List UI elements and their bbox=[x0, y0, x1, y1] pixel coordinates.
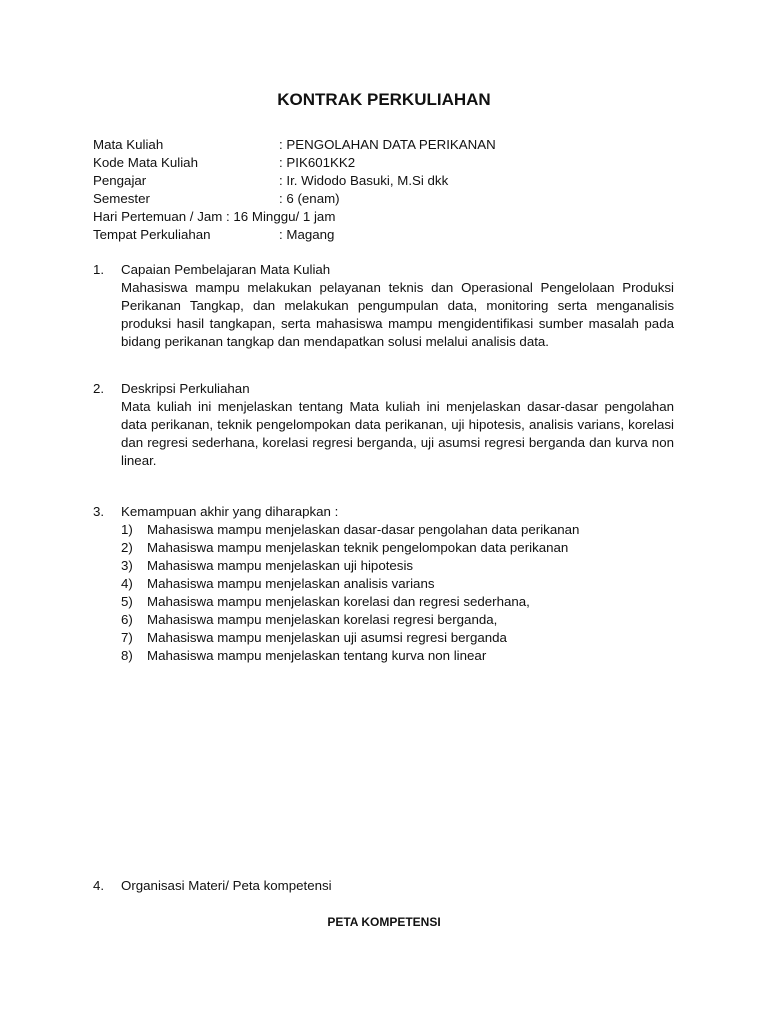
list-item-text: Mahasiswa mampu menjelaskan uji hipotesis bbox=[147, 558, 414, 573]
info-value: : 6 (enam) bbox=[279, 191, 340, 206]
section-body: Mata kuliah ini menjelaskan tentang Mata kuliah ini menjelaskan dasar-dasar pengolahan data perikanan, teknik pengelompokan data perikanan, uji hipotesis, analisis varians, korelasi dan regresi sederhana, korelasi regresi berganda, uji asumsi regresi berganda dan kurva non linear. bbox=[121, 399, 674, 468]
section-heading: Kemampuan akhir yang diharapkan : bbox=[121, 504, 339, 519]
competency-map-title: PETA KOMPETENSI bbox=[327, 915, 441, 929]
section-heading: Deskripsi Perkuliahan bbox=[121, 381, 250, 396]
list-item-number: 2) bbox=[121, 540, 133, 555]
list-item-number: 6) bbox=[121, 612, 133, 627]
info-value: : PIK601KK2 bbox=[279, 155, 356, 170]
section-body: Mahasiswa mampu melakukan pelayanan teknis dan Operasional Pengelolaan Produksi Perikanan Tangkap, dan melakukan pengumpulan data, monitoring serta menganalisis produksi hasil tangkapan, serta mahasiswa mampu mengidentifikasi sumber masalah pada bidang perikanan tangkap dan mendapatkan solusi melalui analisis data. bbox=[121, 280, 674, 349]
info-key: Pengajar bbox=[93, 173, 147, 188]
list-item-number: 5) bbox=[121, 594, 133, 609]
info-value: : PENGOLAHAN DATA PERIKANAN bbox=[279, 137, 496, 152]
list-item-number: 3) bbox=[121, 558, 133, 573]
section-heading: Organisasi Materi/ Peta kompetensi bbox=[121, 878, 332, 893]
document-title: KONTRAK PERKULIAHAN bbox=[277, 90, 491, 109]
info-key: Mata Kuliah bbox=[93, 137, 164, 152]
list-item-number: 4) bbox=[121, 576, 133, 591]
section-number: 4. bbox=[93, 878, 105, 893]
section-number: 3. bbox=[93, 504, 105, 519]
list-item-text: Mahasiswa mampu menjelaskan teknik pengelompokan data perikanan bbox=[147, 540, 569, 555]
info-key: Hari Pertemuan / Jam : 16 Minggu/ 1 jam bbox=[93, 209, 336, 224]
list-item-text: Mahasiswa mampu menjelaskan analisis varians bbox=[147, 576, 435, 591]
list-item-text: Mahasiswa mampu menjelaskan uji asumsi regresi berganda bbox=[147, 630, 507, 645]
list-item-text: Mahasiswa mampu menjelaskan tentang kurva non linear bbox=[147, 648, 487, 663]
list-item-number: 8) bbox=[121, 648, 133, 663]
info-key: Kode Mata Kuliah bbox=[93, 155, 198, 170]
section-number: 2. bbox=[93, 381, 105, 396]
list-item-number: 1) bbox=[121, 522, 133, 537]
info-key: Semester bbox=[93, 191, 150, 206]
list-item-text: Mahasiswa mampu menjelaskan korelasi dan regresi sederhana, bbox=[147, 594, 530, 609]
list-item-text: Mahasiswa mampu menjelaskan korelasi regresi berganda, bbox=[147, 612, 498, 627]
section-number: 1. bbox=[93, 262, 105, 277]
info-value: : Magang bbox=[279, 227, 335, 242]
info-value: : Ir. Widodo Basuki, M.Si dkk bbox=[279, 173, 449, 188]
info-key: Tempat Perkuliahan bbox=[93, 227, 211, 242]
list-item-number: 7) bbox=[121, 630, 133, 645]
section-heading: Capaian Pembelajaran Mata Kuliah bbox=[121, 262, 331, 277]
list-item-text: Mahasiswa mampu menjelaskan dasar-dasar pengolahan data perikanan bbox=[147, 522, 580, 537]
